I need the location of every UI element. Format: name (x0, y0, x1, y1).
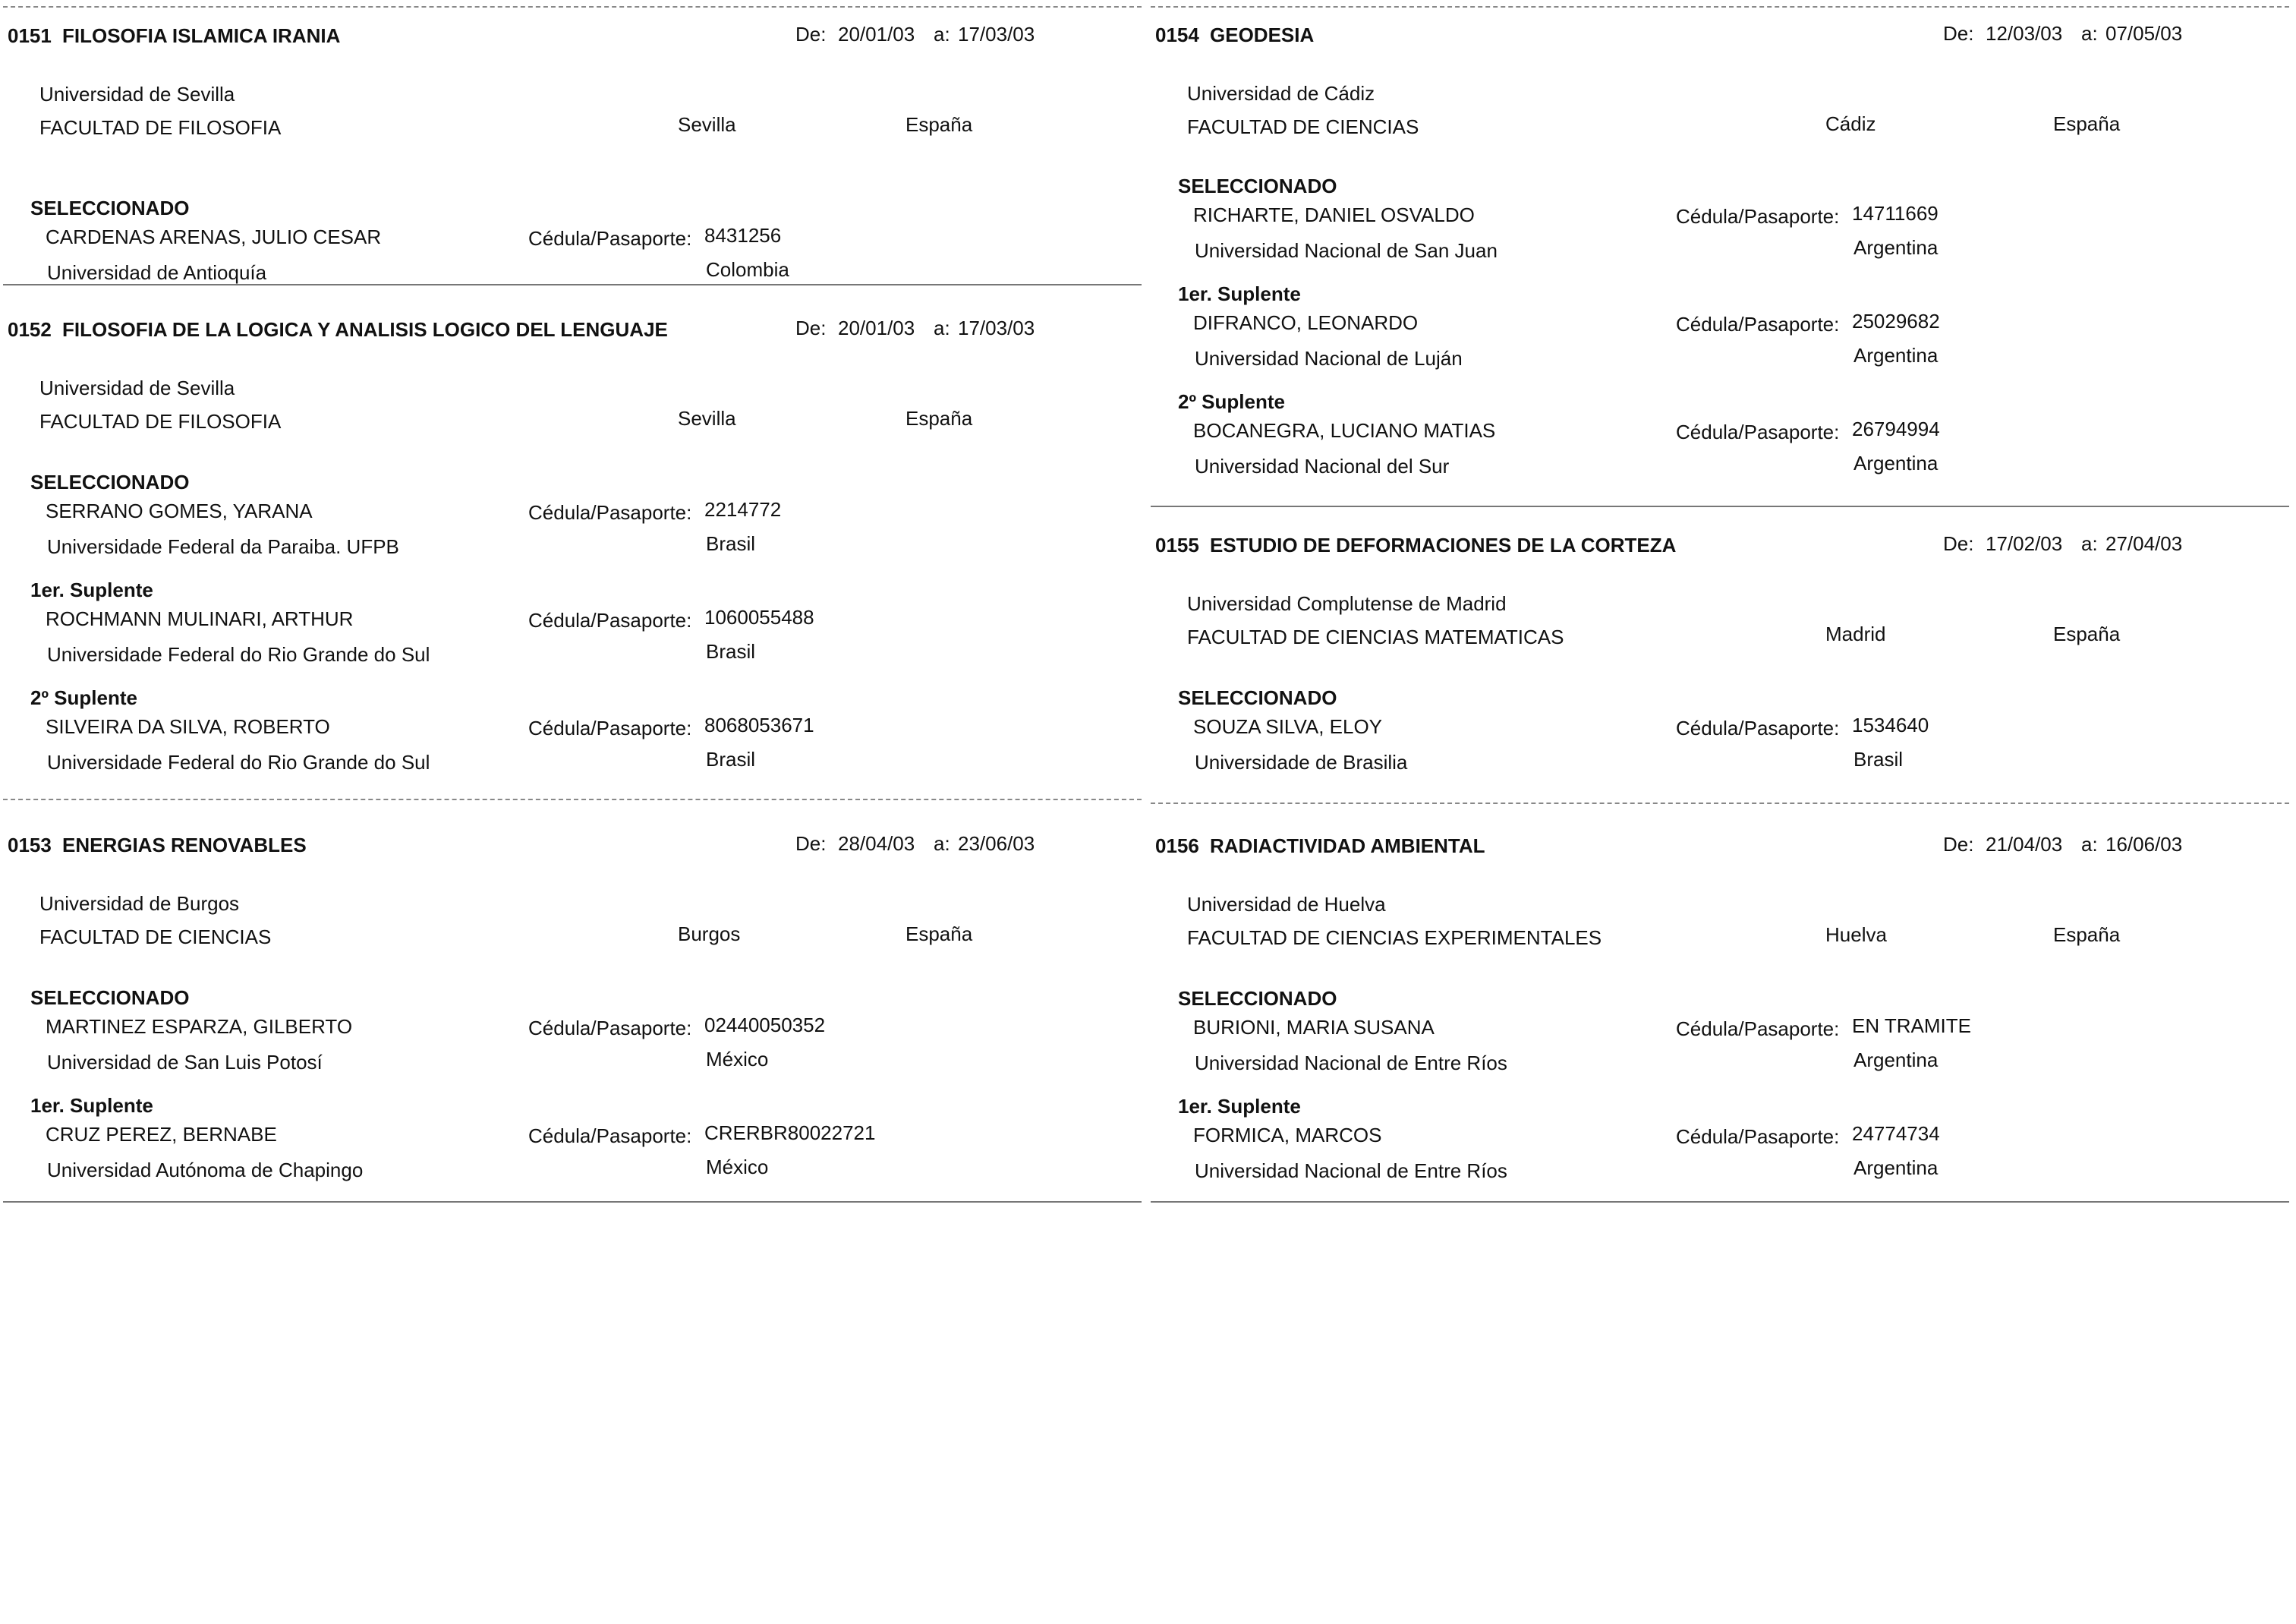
id-label: Cédula/Pasaporte: (1676, 205, 1840, 228)
date-to: 27/04/03 (2105, 532, 2183, 555)
separator-rule (1151, 6, 2289, 8)
candidate-name: SERRANO GOMES, YARANA (46, 500, 313, 522)
course-code: 0154 (1155, 24, 1199, 46)
candidate-id: 1060055488 (704, 606, 814, 629)
date-from: 21/04/03 (1986, 833, 2063, 856)
separator-rule (3, 1201, 1142, 1203)
separator-rule (1151, 803, 2289, 804)
separator-rule (3, 6, 1142, 8)
date-to-label: a: (934, 317, 950, 339)
date-from: 20/01/03 (838, 317, 915, 339)
candidate-university: Universidad Autónoma de Chapingo (47, 1159, 364, 1181)
id-label: Cédula/Pasaporte: (1676, 1125, 1840, 1148)
candidate-role: 2º Suplente (1178, 390, 1285, 413)
course-title: GEODESIA (1210, 24, 1315, 46)
date-from: 17/02/03 (1986, 532, 2063, 555)
host-faculty: FACULTAD DE CIENCIAS (39, 926, 272, 948)
candidate-role: 1er. Suplente (30, 579, 153, 601)
candidate-name: MARTINEZ ESPARZA, GILBERTO (46, 1015, 353, 1038)
candidate-id: 02440050352 (704, 1014, 826, 1036)
candidate-id: 8431256 (704, 224, 782, 247)
id-label: Cédula/Pasaporte: (1676, 421, 1840, 443)
separator-rule (3, 799, 1142, 800)
candidate-university: Universidad Nacional de Luján (1195, 347, 1463, 370)
candidate-id: 24774734 (1852, 1122, 1940, 1145)
date-to-label: a: (934, 23, 950, 46)
candidate-name: SOUZA SILVA, ELOY (1193, 715, 1383, 738)
date-to-label: a: (2081, 833, 2098, 856)
host-country: España (2053, 923, 2121, 946)
host-city: Sevilla (678, 113, 736, 136)
course-title: FILOSOFIA ISLAMICA IRANIA (62, 24, 341, 47)
candidate-id: 2214772 (704, 498, 782, 521)
candidate-university: Universidad Nacional de San Juan (1195, 239, 1498, 262)
course-title: ESTUDIO DE DEFORMACIONES DE LA CORTEZA (1210, 534, 1677, 557)
candidate-country: Brasil (706, 640, 756, 663)
candidate-id: 1534640 (1852, 714, 1929, 736)
date-to: 17/03/03 (958, 23, 1035, 46)
course-code: 0156 (1155, 834, 1199, 857)
candidate-role: SELECCIONADO (1178, 175, 1337, 197)
date-from-label: De: (795, 832, 827, 855)
candidate-role: 1er. Suplente (30, 1094, 153, 1117)
candidate-id: CRERBR80022721 (704, 1121, 876, 1144)
candidate-name: DIFRANCO, LEONARDO (1193, 311, 1419, 334)
host-faculty: FACULTAD DE CIENCIAS (1187, 115, 1419, 138)
candidate-role: SELECCIONADO (30, 471, 190, 494)
candidate-role: 1er. Suplente (1178, 1095, 1301, 1118)
host-university: Universidad de Huelva (1187, 893, 1386, 916)
host-city: Cádiz (1825, 112, 1876, 135)
candidate-role: SELECCIONADO (1178, 987, 1337, 1010)
host-faculty: FACULTAD DE CIENCIAS MATEMATICAS (1187, 626, 1564, 648)
date-to: 07/05/03 (2105, 22, 2183, 45)
date-from-label: De: (1943, 833, 1974, 856)
candidate-country: Argentina (1853, 1049, 1939, 1071)
host-city: Huelva (1825, 923, 1887, 946)
date-to-label: a: (934, 832, 950, 855)
candidate-university: Universidade Federal do Rio Grande do Sul (47, 643, 430, 666)
candidate-name: SILVEIRA DA SILVA, ROBERTO (46, 715, 330, 738)
right-column (1148, 0, 2295, 1215)
host-country: España (2053, 112, 2121, 135)
id-label: Cédula/Pasaporte: (528, 1124, 692, 1147)
host-city: Madrid (1825, 623, 1886, 645)
date-from-label: De: (1943, 532, 1974, 555)
host-country: España (905, 113, 973, 136)
course-code: 0153 (8, 834, 52, 856)
candidate-country: Argentina (1853, 452, 1939, 475)
candidate-university: Universidad de Antioquía (47, 261, 267, 284)
date-from: 12/03/03 (1986, 22, 2063, 45)
candidate-country: Brasil (1853, 748, 1904, 771)
candidate-role: SELECCIONADO (30, 197, 190, 219)
candidate-country: Colombia (706, 258, 789, 281)
host-university: Universidad de Sevilla (39, 83, 235, 106)
host-city: Burgos (678, 922, 741, 945)
date-to: 17/03/03 (958, 317, 1035, 339)
left-column (0, 0, 1148, 1215)
separator-rule (1151, 506, 2289, 507)
host-city: Sevilla (678, 407, 736, 430)
candidate-university: Universidad Nacional de Entre Ríos (1195, 1159, 1507, 1182)
candidate-university: Universidad Nacional del Sur (1195, 455, 1450, 478)
id-label: Cédula/Pasaporte: (1676, 1017, 1840, 1040)
host-university: Universidad de Sevilla (39, 377, 235, 399)
candidate-id: EN TRAMITE (1852, 1014, 1971, 1037)
date-from: 28/04/03 (838, 832, 915, 855)
host-country: España (905, 407, 973, 430)
host-university: Universidad de Cádiz (1187, 82, 1375, 105)
host-university: Universidad Complutense de Madrid (1187, 592, 1507, 615)
course-title: FILOSOFIA DE LA LOGICA Y ANALISIS LOGICO DEL LENGUAJE (62, 318, 668, 341)
id-label: Cédula/Pasaporte: (1676, 313, 1840, 336)
date-from-label: De: (795, 23, 827, 46)
id-label: Cédula/Pasaporte: (528, 227, 692, 250)
candidate-country: Brasil (706, 532, 756, 555)
candidate-university: Universidade Federal da Paraiba. UFPB (47, 535, 399, 558)
host-faculty: FACULTAD DE FILOSOFIA (39, 116, 282, 139)
candidate-role: 2º Suplente (30, 686, 137, 709)
candidate-role: SELECCIONADO (30, 986, 190, 1009)
candidate-id: 8068053671 (704, 714, 814, 736)
host-country: España (905, 922, 973, 945)
separator-rule (1151, 1201, 2289, 1203)
date-from-label: De: (1943, 22, 1974, 45)
host-university: Universidad de Burgos (39, 892, 240, 915)
id-label: Cédula/Pasaporte: (528, 1017, 692, 1039)
candidate-id: 25029682 (1852, 310, 1940, 333)
candidate-name: RICHARTE, DANIEL OSVALDO (1193, 203, 1475, 226)
candidate-country: México (706, 1048, 769, 1071)
candidate-role: 1er. Suplente (1178, 282, 1301, 305)
id-label: Cédula/Pasaporte: (1676, 717, 1840, 739)
course-code: 0155 (1155, 534, 1199, 557)
candidate-country: Argentina (1853, 236, 1939, 259)
id-label: Cédula/Pasaporte: (528, 609, 692, 632)
candidate-university: Universidad de San Luis Potosí (47, 1051, 323, 1074)
id-label: Cédula/Pasaporte: (528, 501, 692, 524)
course-code: 0152 (8, 318, 52, 341)
candidate-name: CRUZ PEREZ, BERNABE (46, 1123, 277, 1146)
date-to-label: a: (2081, 22, 2098, 45)
candidate-university: Universidad Nacional de Entre Ríos (1195, 1052, 1507, 1074)
candidate-name: ROCHMANN MULINARI, ARTHUR (46, 607, 354, 630)
candidate-country: Argentina (1853, 344, 1939, 367)
host-faculty: FACULTAD DE FILOSOFIA (39, 410, 282, 433)
candidate-name: BOCANEGRA, LUCIANO MATIAS (1193, 419, 1496, 442)
candidate-university: Universidade de Brasilia (1195, 751, 1408, 774)
candidate-country: Argentina (1853, 1156, 1939, 1179)
candidate-role: SELECCIONADO (1178, 686, 1337, 709)
candidate-name: BURIONI, MARIA SUSANA (1193, 1016, 1435, 1039)
course-code: 0151 (8, 24, 52, 47)
candidate-id: 26794994 (1852, 418, 1940, 440)
host-country: España (2053, 623, 2121, 645)
course-title: RADIACTIVIDAD AMBIENTAL (1210, 834, 1485, 857)
course-title: ENERGIAS RENOVABLES (62, 834, 307, 856)
candidate-name: CARDENAS ARENAS, JULIO CESAR (46, 225, 382, 248)
candidate-name: FORMICA, MARCOS (1193, 1124, 1382, 1146)
candidate-id: 14711669 (1852, 202, 1939, 225)
separator-rule (3, 284, 1142, 285)
candidate-country: México (706, 1156, 769, 1178)
date-to: 23/06/03 (958, 832, 1035, 855)
date-from: 20/01/03 (838, 23, 915, 46)
candidate-university: Universidade Federal do Rio Grande do Sul (47, 751, 430, 774)
candidate-country: Brasil (706, 748, 756, 771)
id-label: Cédula/Pasaporte: (528, 717, 692, 739)
host-faculty: FACULTAD DE CIENCIAS EXPERIMENTALES (1187, 926, 1602, 949)
date-to: 16/06/03 (2105, 833, 2183, 856)
date-from-label: De: (795, 317, 827, 339)
date-to-label: a: (2081, 532, 2098, 555)
